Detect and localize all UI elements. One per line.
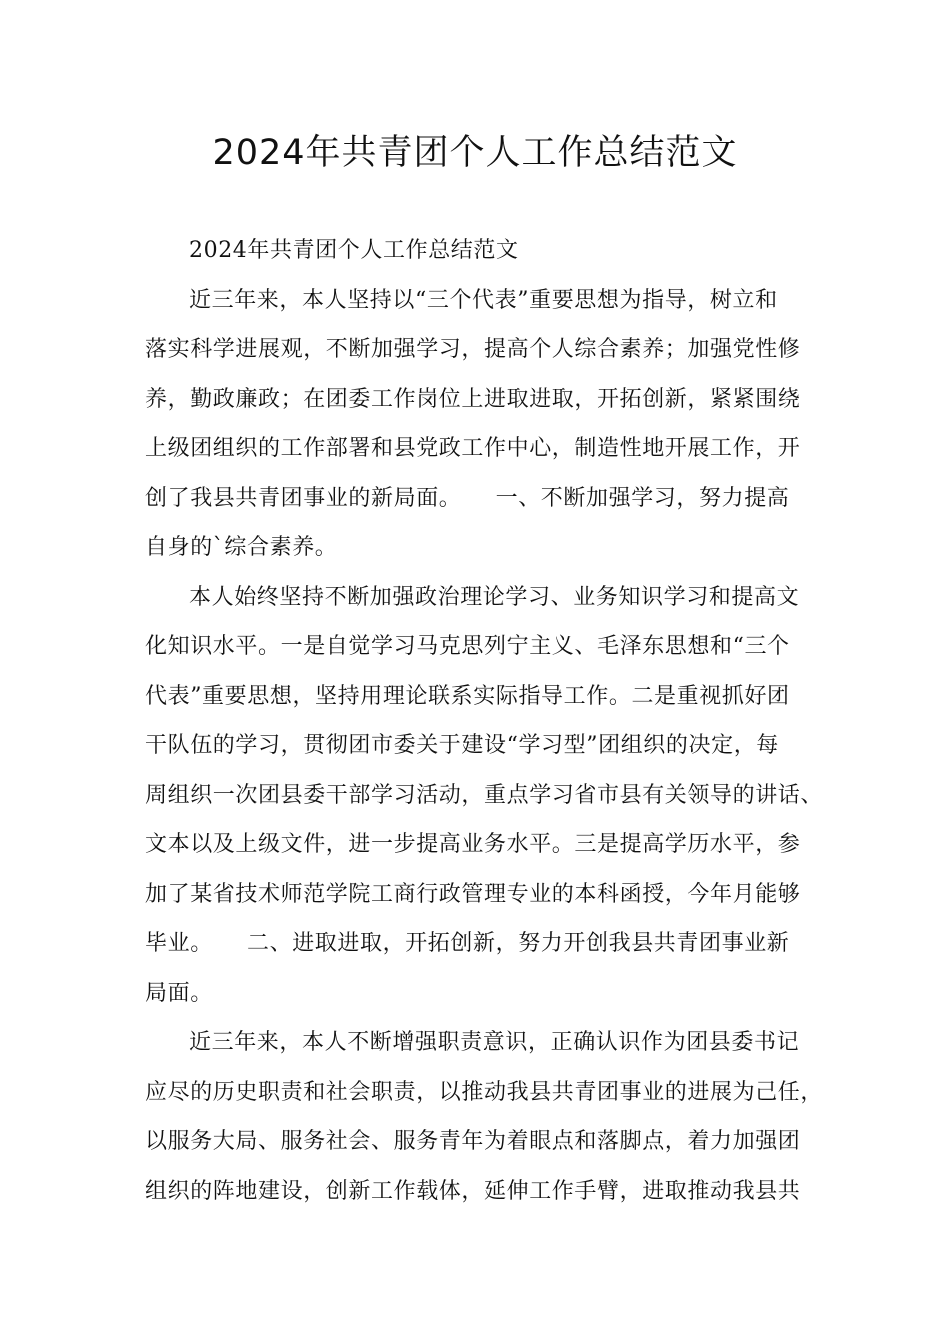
paragraph-line: 干队伍的学习，贯彻团市委关于建设“学习型”团组织的决定，每 [145,733,779,758]
paragraph-line: 自身的`综合素养。 [145,535,338,560]
paragraph-line: 文本以及上级文件，进一步提高业务水平。三是提高学历水平，参 [145,832,801,857]
paragraph-line: 加了某省技术师范学院工商行政管理专业的本科函授，今年月能够 [145,881,801,907]
paragraph-line: 以服务大局、服务社会、服务青年为着眼点和落脚点，着力加强团 [145,1129,801,1154]
paragraph-line: 养，勤政廉政；在团委工作岗位上进取进取，开拓创新，紧紧围绕 [145,386,801,412]
paragraph-line: 近三年来，本人坚持以“三个代表”重要思想为指导，树立和 [189,287,778,313]
paragraph-line: 毕业。 二、进取进取，开拓创新，努力开创我县共青团事业新 [145,931,790,956]
paragraph-line: 化知识水平。一是自觉学习马克思列宁主义、毛泽东思想和“三个 [145,634,790,659]
paragraph-line: 近三年来，本人不断增强职责意识，正确认识作为团县委书记 [189,1030,800,1055]
document-title: 2024年共青团个人工作总结范文 [212,133,738,173]
paragraph-line: 代表”重要思想，坚持用理论联系实际指导工作。二是重视抓好团 [145,683,790,709]
paragraph-line: 2024年共青团个人工作总结范文 [189,238,519,263]
paragraph-line: 组织的阵地建设，创新工作载体，延伸工作手臂，进取推动我县共 [145,1178,801,1204]
paragraph-line: 应尽的历史职责和社会职责，以推动我县共青团事业的进展为己任， [145,1079,824,1105]
paragraph-line: 周组织一次团县委干部学习活动，重点学习省市县有关领导的讲话、 [145,782,824,808]
paragraph-line: 创了我县共青团事业的新局面。 一、不断加强学习，努力提高 [145,485,790,511]
paragraph-line: 落实科学进展观，不断加强学习，提高个人综合素养；加强党性修 [145,337,801,362]
document-body [145,233,835,1223]
paragraph-line: 上级团组织的工作部署和县党政工作中心，制造性地开展工作，开 [145,436,801,461]
paragraph-line: 本人始终坚持不断加强政治理论学习、业务知识学习和提高文 [189,584,800,610]
paragraph-line: 局面。 [145,980,213,1006]
